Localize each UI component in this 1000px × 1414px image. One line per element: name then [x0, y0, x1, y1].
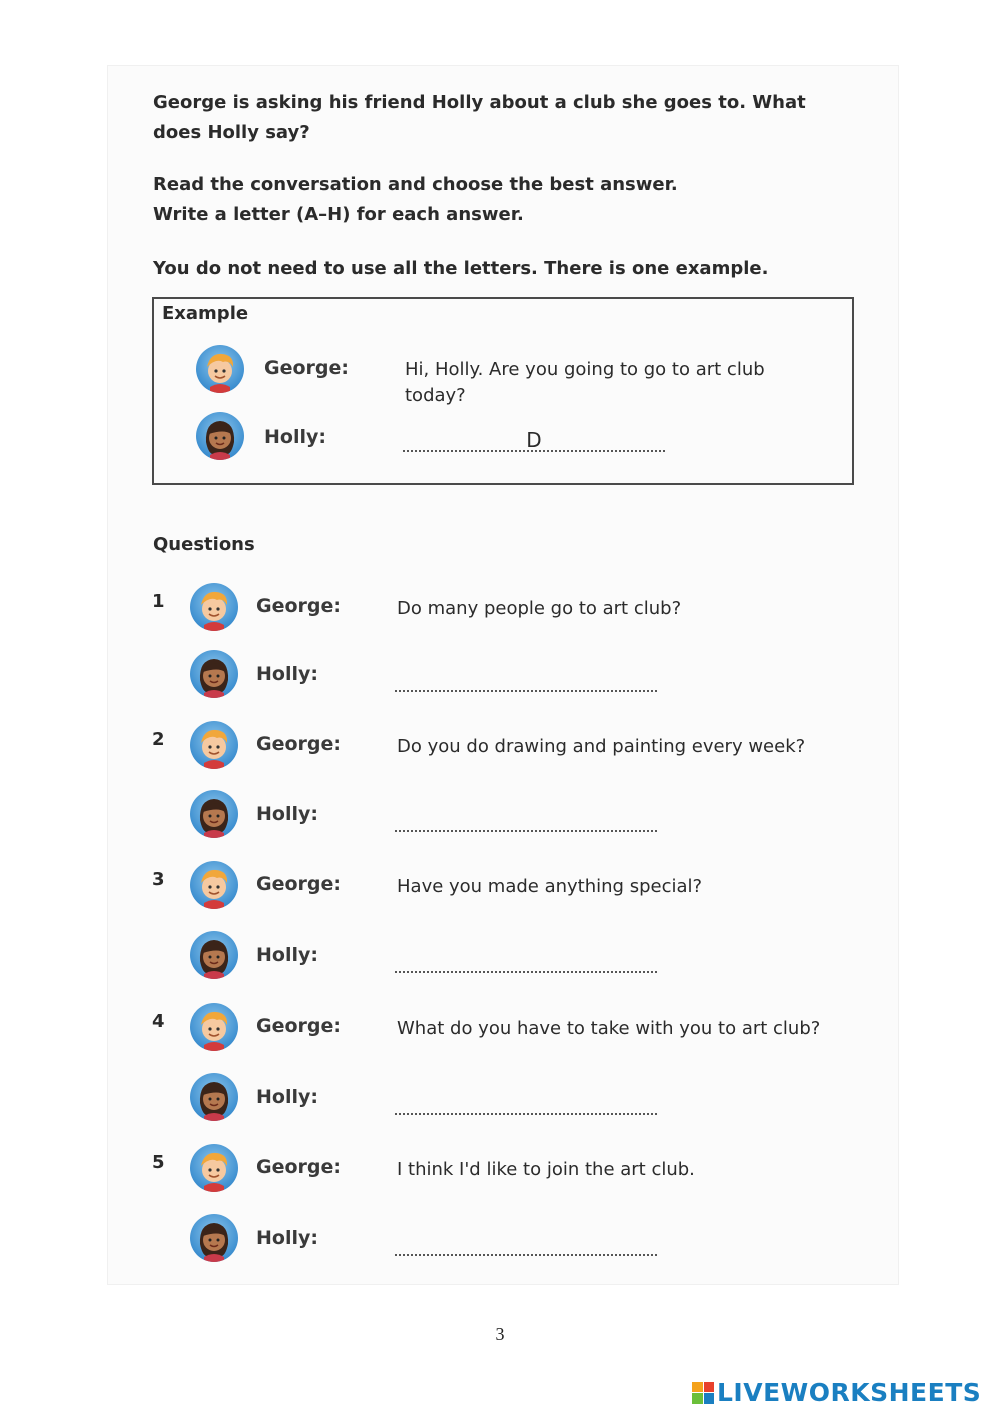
question-4-george-row: [0, 1003, 1000, 1053]
george-avatar-icon: [190, 583, 238, 631]
answer-field-3[interactable]: [395, 951, 657, 973]
speaker-george: George:: [256, 733, 341, 755]
question-text: Do many people go to art club?: [397, 598, 682, 619]
question-number: 2: [152, 729, 165, 750]
question-1-holly-row: [0, 650, 1000, 700]
question-3-george-row: [0, 861, 1000, 911]
george-avatar-icon: [196, 345, 244, 393]
holly-avatar-icon: [190, 1214, 238, 1262]
liveworksheets-logo[interactable]: [692, 1378, 981, 1407]
intro-line-3: Write a letter (A–H) for each answer.: [153, 204, 524, 225]
example-answer: D: [403, 430, 665, 452]
question-1-george-row: [0, 583, 1000, 633]
holly-avatar-icon: [190, 790, 238, 838]
intro-line-2: Read the conversation and choose the best answer.: [153, 174, 678, 195]
example-holly-row: [0, 412, 1000, 462]
liveworksheets-icon: [692, 1382, 714, 1404]
question-2-george-row: [0, 721, 1000, 771]
george-avatar-icon: [190, 1003, 238, 1051]
questions-title: Questions: [153, 534, 255, 555]
speaker-holly: Holly:: [264, 426, 326, 448]
answer-field-1[interactable]: [395, 670, 657, 692]
page-number: 3: [495, 1324, 505, 1344]
george-avatar-icon: [190, 721, 238, 769]
question-2-holly-row: [0, 790, 1000, 840]
speaker-holly: Holly:: [256, 1227, 318, 1249]
question-number: 1: [152, 591, 165, 612]
speaker-george: George:: [264, 357, 349, 379]
question-number: 4: [152, 1011, 165, 1032]
question-text: Do you do drawing and painting every week?: [397, 736, 806, 757]
speaker-george: George:: [256, 1156, 341, 1178]
brand-text: LIVEWORKSHEETS: [717, 1378, 982, 1407]
speaker-holly: Holly:: [256, 944, 318, 966]
answer-field-2[interactable]: [395, 810, 657, 832]
holly-avatar-icon: [196, 412, 244, 460]
example-title: Example: [162, 303, 249, 324]
speaker-george: George:: [256, 1015, 341, 1037]
speaker-george: George:: [256, 595, 341, 617]
question-text: Have you made anything special?: [397, 876, 703, 897]
intro-line-1: George is asking his friend Holly about a club she goes to. What does Holly say?: [153, 92, 806, 143]
question-5-george-row: [0, 1144, 1000, 1194]
george-avatar-icon: [190, 861, 238, 909]
holly-avatar-icon: [190, 1073, 238, 1121]
question-3-holly-row: [0, 931, 1000, 981]
example-george-row: [0, 345, 1000, 406]
question-text: I think I'd like to join the art club.: [397, 1159, 695, 1180]
speaker-george: George:: [256, 873, 341, 895]
speaker-holly: Holly:: [256, 803, 318, 825]
question-number: 5: [152, 1152, 165, 1173]
holly-avatar-icon: [190, 931, 238, 979]
intro-line-4: You do not need to use all the letters. There is one example.: [153, 258, 769, 279]
holly-avatar-icon: [190, 650, 238, 698]
speaker-holly: Holly:: [256, 1086, 318, 1108]
instructions-letters: [153, 254, 853, 284]
answer-field-4[interactable]: [395, 1093, 657, 1115]
example-question: Hi, Holly. Are you going to go to art club today?: [405, 359, 765, 406]
question-number: 3: [152, 869, 165, 890]
question-text: What do you have to take with you to art club?: [397, 1018, 821, 1039]
answer-field-5[interactable]: [395, 1234, 657, 1256]
instructions-intro: [153, 88, 853, 148]
instructions-read: [153, 170, 853, 230]
speaker-holly: Holly:: [256, 663, 318, 685]
question-5-holly-row: [0, 1214, 1000, 1264]
george-avatar-icon: [190, 1144, 238, 1192]
question-4-holly-row: [0, 1073, 1000, 1123]
